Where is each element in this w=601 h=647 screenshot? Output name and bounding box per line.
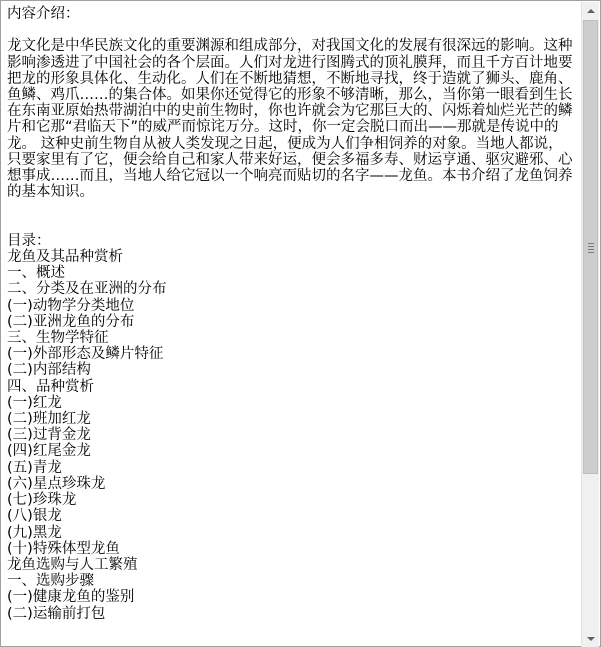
arrow-down-icon	[587, 637, 595, 641]
arrow-up-icon	[587, 9, 595, 13]
grip-line-icon	[588, 243, 594, 244]
scroll-up-button[interactable]	[582, 2, 599, 19]
grip-line-icon	[588, 246, 594, 247]
document-text-area[interactable]: 内容介绍： 龙文化是中华民族文化的重要渊源和组成部分，对我国文化的发展有很深远的影响。这种影响渗透进了中国社会的各个层面。人们对龙进行图腾式的顶礼膜拜，而且千方百计地要把龙的形象具体化、生动化。人们在不断地猜想，不断地寻找，终于造就了狮头、鹿角、鱼鳞、鸡爪……的集合体。如果你还觉得它的形象不够清晰，那么，当你第一眼看到生长在东南亚原始热带湖泊中的史前生物时，你也许就会为它那巨大的、闪烁着灿烂光芒的鳞片和它那“君临天下”的威严而惊诧万分。这时，你一定会脱口而出——那就是传说中的龙。 这种史前生物自从被人类发现之日起，便成为人们争相饲养的对象。当地人都说，只要家里有了它，便会给自己和家人带来好运，便会多福多寿、财运亨通、驱灾避邪、心想事成……而且，当地人给它冠以一个响亮而贴切的名字——龙鱼。本书介绍了龙鱼饲养的基本知识。 目录： 龙鱼及其品种赏析 一、概述 二、分类及在亚洲的分布 (一)动物学分类地位 (二)亚洲龙鱼的分布 三、生物学特征 (一)外部形态及鳞片特征 (二)内部结构 四、品种赏析 (一)红龙 (二)班加红龙 (三)过背金龙 (四)红尾金龙 (五)青龙 (六)星点珍珠龙 (七)珍珠龙 (八)银龙 (九)黑龙 (十)特殊体型龙鱼 龙鱼选购与人工繁殖 一、选购步骤 (一)健康龙鱼的鉴别 (二)运输前打包	[7, 6, 573, 622]
scrollbar-thumb[interactable]	[583, 20, 598, 474]
scroll-down-button[interactable]	[582, 630, 599, 647]
vertical-scrollbar[interactable]	[581, 2, 599, 647]
grip-line-icon	[588, 249, 594, 250]
grip-line-icon	[588, 252, 594, 253]
